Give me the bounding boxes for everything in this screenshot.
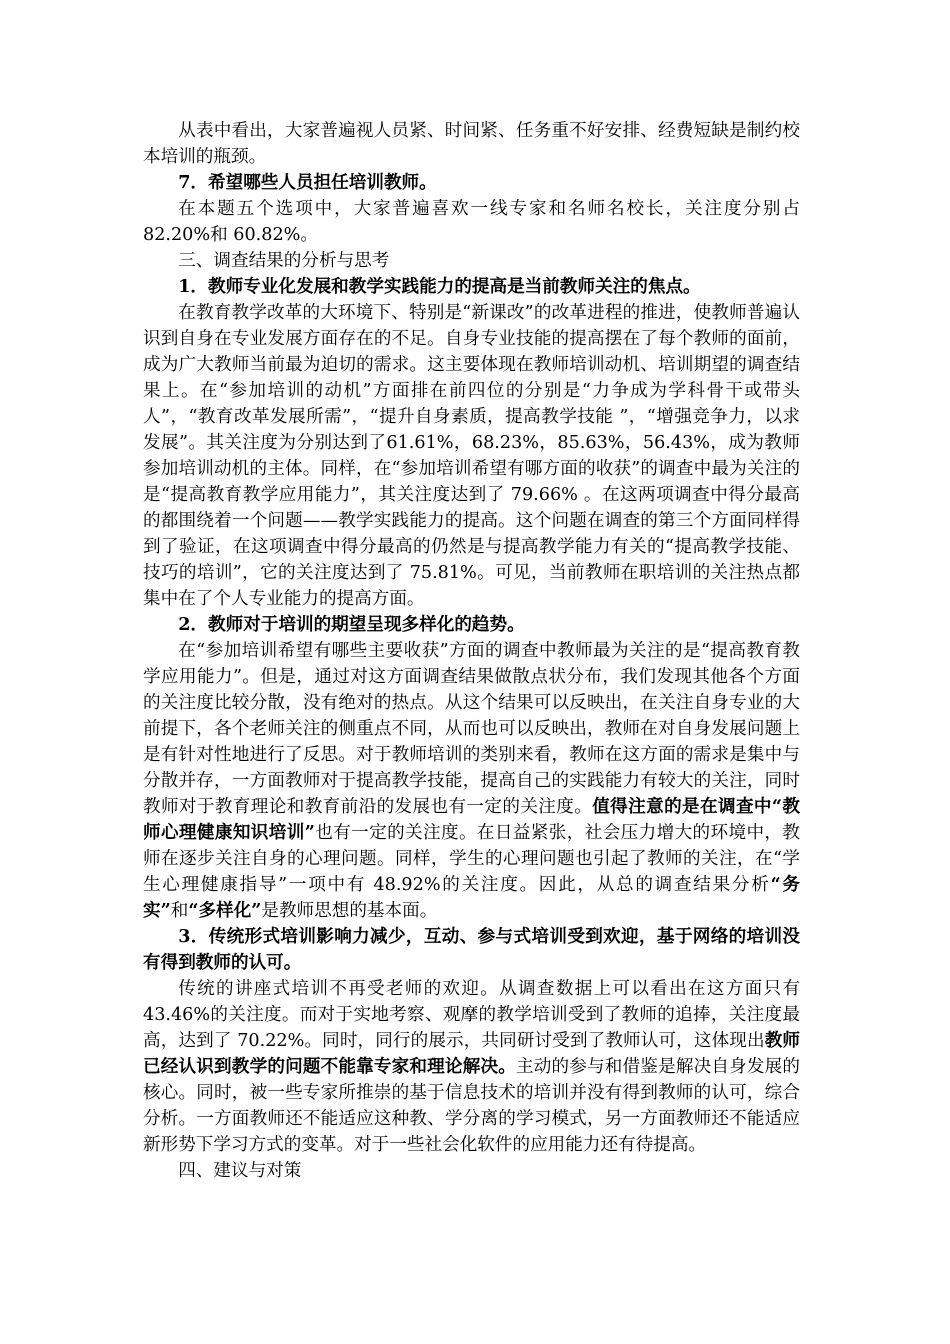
section-heading-4: 四、建议与对策	[178, 1161, 302, 1181]
paragraph-bottleneck: 从表中看出，大家普遍视人员紧、时间紧、任务重不好安排、经费短缺是制约校本培训的瓶颈。	[143, 121, 800, 167]
subheading-3-2: 2．教师对于培训的期望呈现多样化的趋势。	[178, 614, 525, 635]
heading-question-7: 7．希望哪些人员担任培训教师。	[178, 172, 437, 193]
paragraph-professional-development: 在教育教学改革的大环境下、特别是“新课改”的改革进程的推进，使教师普遍认识到自身在专业发展方面存在的不足。自身专业技能的提高摆在了每个教师的面前，成为广大教师当前最为迫切的需求。这主要体现在教师培训动机、培训期望的调查结果上。在“参加培训的动机”方面排在前四位的分别是“力争成为学科骨干或带头人”，“教育改革发展所需”，“提升自身素质，提高教学技能 ”，“增强竞争力，以求发展”。其关注度为分别达到了61.61%，68.23%，85.63%，56.43%，成为教师参加培训动机的主体。同样，在“参加培训希望有哪方面的收获”的调查中最为关注的是“提高教育教学应用能力”，其关注度达到了 79.66% 。在这两项调查中得分最高的都围绕着一个问题——教学实践能力的提高。这个问题在调查的第三个方面同样得到了验证，在这项调查中得分最高的仍然是与提高教学能力有关的“提高教学技能、技巧的培训”，它的关注度达到了 75.81%。可见，当前教师在职培训的关注热点都集中在了个人专业能力的提高方面。	[143, 303, 800, 609]
section-heading-3: 三、调查结果的分析与思考	[178, 251, 390, 271]
subheading-3-3: 3．传统形式培训影响力减少，互动、参与式培训受到欢迎，基于网络的培训没有得到教师的认可。	[143, 926, 800, 973]
paragraph-diversified-expectations: 在“参加培训希望有哪些主要收获”方面的调查中教师最为关注的是“提高教育教学应用能力”。但是，通过对这方面调查结果做散点状分布，我们发现其他各个方面的关注度比较分散，没有绝对的热点。从这个结果可以反映出，在关注自身专业的大前提下，各个老师关注的侧重点不同，从而也可以反映出，教师在对自身发展问题上是有针对性地进行了反思。对于教师培训的类别来看，教师在这方面的需求是集中与分散并存，一方面教师对于提高教学技能，提高自己的实践能力有较大的关注，同时教师对于教育理论和教育前沿的发展也有一定的关注度。值得注意的是在调查中“教师心理健康知识培训”也有一定的关注度。在日益紧张，社会压力增大的环境中，教师在逐步关注自身的心理问题。同样，学生的心理问题也引起了教师的关注，在“学生心理健康指导”一项中有 48.92%的关注度。因此，从总的调查结果分析“务实”和“多样化”是教师思想的基本面。	[143, 641, 800, 921]
subheading-3-1: 1．教师专业化发展和教学实践能力的提高是当前教师关注的焦点。	[178, 276, 701, 297]
paragraph-training-forms: 传统的讲座式培训不再受老师的欢迎。从调查数据上可以看出在这方面只有 43.46%的关注度。而对于实地考察、观摩的教学培训受到了教师的追捧，关注度最高，达到了 70.22%。同时，同行的展示，共同研讨受到了教师认可，这体现出教师已经认识到教学的问题不能靠专家和理论解决。主动的参与和借鉴是解决自身发展的核心。同时，被一些专家所推崇的基于信息技术的培训并没有得到教师的认可，综合分析。一方面教师还不能适应这种教、学分离的学习模式，另一方面教师还不能适应新形势下学习方式的变革。对于一些社会化软件的应用能力还有待提高。	[143, 979, 800, 1155]
paragraph-trainers: 在本题五个选项中，大家普遍喜欢一线专家和名师名校长，关注度分别占 82.20%和 60.82%。	[143, 199, 800, 245]
